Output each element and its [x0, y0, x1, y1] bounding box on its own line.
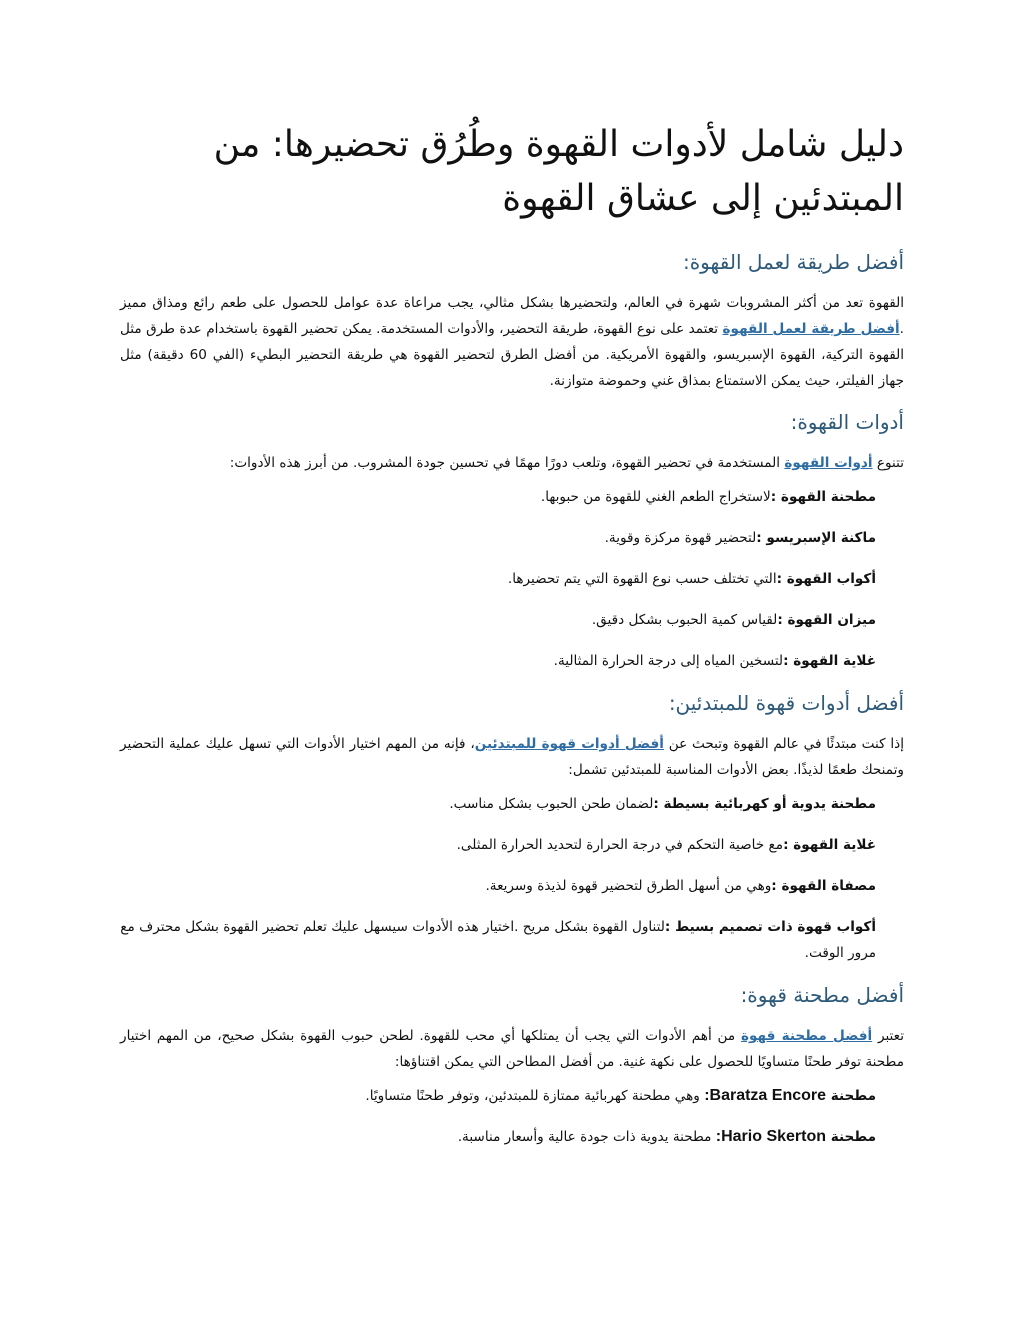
paragraph-text: المستخدمة في تحضير القهوة، وتلعب دورًا مهمًا في تحسين جودة المشروب. من أبرز هذه الأدوات: — [229, 455, 785, 471]
list-item — [120, 607, 876, 633]
tools-list — [120, 484, 904, 674]
grinders-list — [120, 1083, 904, 1150]
page-title: دليل شامل لأدوات القهوة وطُرُق تحضيرها: من المبتدئين إلى عشاق القهوة — [213, 124, 904, 219]
section-best-way — [120, 248, 904, 394]
best-grinder-link[interactable]: أفضل مطحنة قهوة — [740, 1028, 873, 1044]
section-best-grinder — [120, 981, 904, 1150]
paragraph-text: من أهم الأدوات التي يجب أن يمتلكها أي محب للقهوة. لطحن حبوب القهوة بشكل صحيح، من المهم اختيار مطحنة توفر طحنًا متساويًا للحصول على نكهة غنية. من أفضل المطاحن التي يمكن اقتناؤها: — [120, 1028, 904, 1070]
paragraph-text: تعتمد على نوع القهوة، طريقة التحضير، والأدوات المستخدمة. يمكن تحضير القهوة باستخدام عدة طرق مثل القهوة التركية، القهوة الإسبريسو، والقهوة الأمريكية. من أفضل الطرق لتحضير القهوة هي طريقة التحضير البطيء (الفي 60 دقيقة) مثل جهاز الفيلتر، حيث يمكن الاستمتاع بمذاق غني وحموضة متوازنة. — [120, 321, 904, 389]
item-text: مطحنة يدوية ذات جودة عالية وأسعار مناسبة. — [457, 1129, 716, 1145]
section-paragraph — [120, 450, 904, 476]
section-beginner-tools — [120, 689, 904, 966]
paragraph-text: تتنوع — [872, 455, 904, 471]
item-text: لقياس كمية الحبوب بشكل دقيق. — [591, 612, 778, 628]
coffee-tools-link[interactable]: أدوات القهوة — [784, 455, 873, 471]
list-item — [120, 484, 876, 510]
item-term: أكواب القهوة : — [776, 571, 876, 587]
item-term: ماكنة الإسبريسو : — [756, 530, 876, 546]
paragraph-text: ، فإنه من المهم اختيار الأدوات التي تسهل عليك عملية التحضير وتمنحك طعمًا لذيذًا. بعض الأدوات المناسبة للمبتدئين تشمل: — [120, 736, 904, 778]
item-brand: Baratza Encore: — [704, 1087, 827, 1104]
list-item — [120, 566, 876, 592]
item-text: لتسخين المياه إلى درجة الحرارة المثالية. — [553, 653, 784, 669]
list-item — [120, 873, 876, 899]
item-term: ميزان القهوة : — [777, 612, 876, 628]
item-term: غلاية القهوة : — [783, 837, 876, 853]
item-term: أكواب قهوة ذات تصميم بسيط : — [664, 919, 876, 935]
list-item — [120, 914, 876, 966]
item-text: وهي مطحنة كهربائية ممتازة للمبتدئين، وتوفر طحنًا متساويًا. — [365, 1088, 705, 1104]
list-item — [120, 1124, 876, 1150]
item-text: لتناول القهوة بشكل مريح .اختيار هذه الأدوات سيسهل عليك تعلم تحضير القهوة بشكل محترف مع مرور الوقت. — [120, 919, 876, 961]
item-term: مصفاة القهوة : — [771, 878, 876, 894]
section-heading: أفضل طريقة لعمل القهوة: — [682, 250, 904, 274]
item-text: لاستخراج الطعم الغني للقهوة من حبوبها. — [540, 489, 771, 505]
beginner-tools-list — [120, 791, 904, 966]
item-text: مع خاصية التحكم في درجة الحرارة لتحديد الحرارة المثلى. — [456, 837, 784, 853]
list-item — [120, 525, 876, 551]
paragraph-text: القهوة تعد من أكثر المشروبات شهرة في العالم، ولتحضيرها بشكل مثالي، يجب مراعاة عدة عوامل للحصول على طعم رائع ومذاق مميز . — [120, 295, 904, 337]
section-paragraph — [120, 731, 904, 783]
best-way-link[interactable]: أفضل طريقة لعمل القهوة — [722, 321, 900, 337]
paragraph-text: إذا كنت مبتدئًا في عالم القهوة وتبحث عن — [663, 736, 905, 752]
item-term: مطحنة يدوية أو كهربائية بسيطة : — [653, 796, 876, 812]
section-heading: أدوات القهوة: — [790, 410, 904, 434]
list-item — [120, 648, 876, 674]
section-paragraph — [120, 1023, 904, 1075]
section-heading: أفضل مطحنة قهوة: — [740, 983, 904, 1007]
item-text: لتحضير قهوة مركزة وقوية. — [604, 530, 757, 546]
item-text: لضمان طحن الحبوب بشكل مناسب. — [449, 796, 654, 812]
list-item — [120, 832, 876, 858]
item-term: مطحنة — [826, 1129, 876, 1145]
item-term: مطحنة القهوة : — [770, 489, 876, 505]
list-item — [120, 1083, 876, 1109]
item-text: التي تختلف حسب نوع القهوة التي يتم تحضيرها. — [507, 571, 777, 587]
section-heading: أفضل أدوات قهوة للمبتدئين: — [668, 691, 904, 715]
item-term: مطحنة — [826, 1088, 876, 1104]
beginner-tools-link[interactable]: أفضل أدوات قهوة للمبتدئين — [474, 736, 664, 752]
list-item — [120, 791, 876, 817]
item-text: وهي من أسهل الطرق لتحضير قهوة لذيذة وسريعة. — [485, 878, 772, 894]
section-paragraph — [120, 290, 904, 394]
section-coffee-tools — [120, 408, 904, 674]
item-brand: Hario Skerton: — [715, 1128, 827, 1145]
item-term: غلاية القهوة : — [783, 653, 876, 669]
paragraph-text: تعتبر — [872, 1028, 904, 1044]
